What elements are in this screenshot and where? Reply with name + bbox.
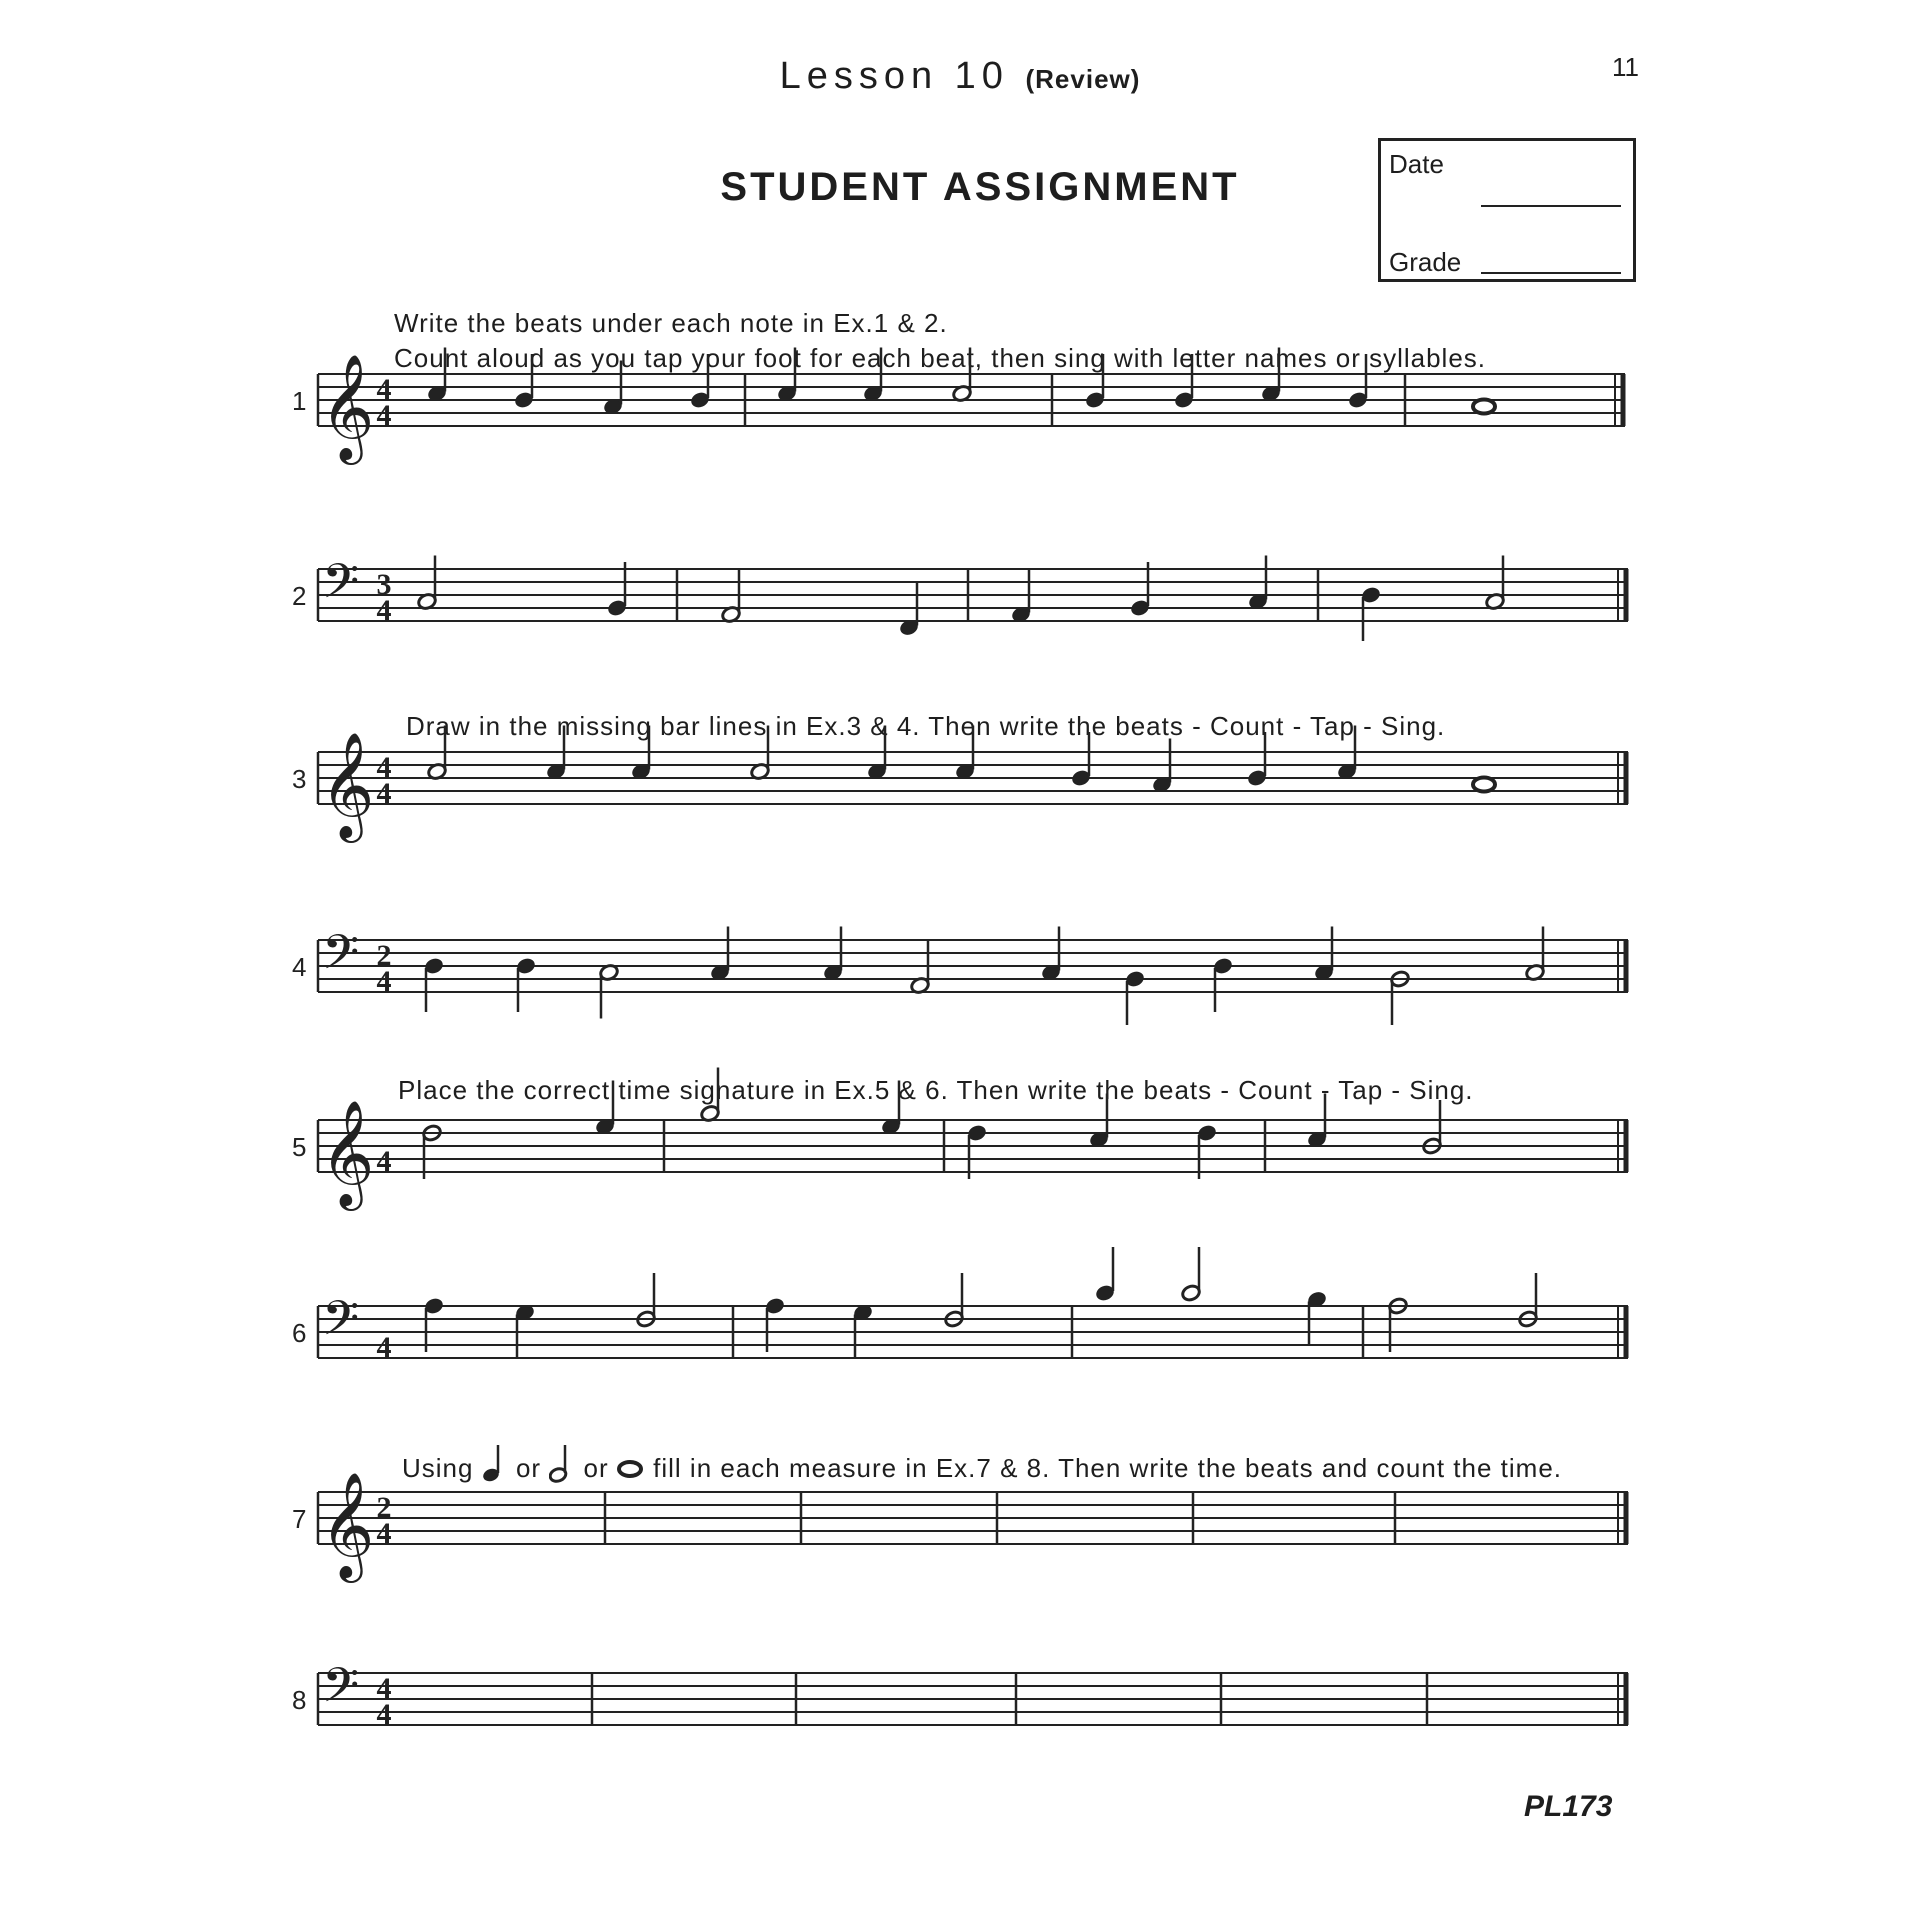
publication-code: PL173 [1524, 1790, 1613, 1823]
exercise-6-staff [292, 1247, 1628, 1364]
instruction-ex1-2-line1: Write the beats under each note in Ex.1 & 2. [394, 308, 948, 338]
time-signature-bottom: 4 [376, 1698, 392, 1731]
grade-label: Grade [1389, 247, 1462, 277]
time-signature-top: 4 [376, 751, 392, 784]
exercise-5-staff [292, 1068, 1628, 1212]
exercise-number: 8 [292, 1685, 307, 1715]
instruction-using: Using [402, 1453, 474, 1483]
exercise-1-staff [292, 348, 1625, 466]
lesson-review-tag: (Review) [1025, 64, 1141, 94]
bass-clef-icon: 𝄢 [322, 924, 360, 992]
page-title: STUDENT ASSIGNMENT [720, 165, 1240, 209]
whole-note [1473, 400, 1495, 414]
page-number: 11 [1612, 52, 1639, 82]
time-signature-bottom: 4 [376, 1145, 392, 1178]
exercise-number: 5 [292, 1132, 307, 1162]
exercise-8-staff [292, 1657, 1628, 1731]
treble-clef-icon: 𝄞 [320, 1099, 375, 1206]
exercise-number: 3 [292, 764, 307, 794]
time-signature-bottom: 4 [376, 399, 392, 432]
time-signature-top: 4 [376, 1672, 392, 1705]
instruction-or-1: or [515, 1453, 542, 1483]
time-signature-top: 4 [376, 373, 392, 406]
treble-clef-icon: 𝄞 [320, 1471, 375, 1578]
instruction-ex3-4: Draw in the missing bar lines in Ex.3 & 4. Then write the beats - Count - Tap - Sing. [406, 711, 1446, 741]
time-signature-bottom: 4 [376, 777, 392, 810]
instruction-ex1-2-line2: Count aloud as you tap your foot for each beat, then sing with letter names or syllables. [394, 343, 1487, 373]
bass-clef-icon: 𝄢 [322, 1657, 360, 1725]
date-label: Date [1389, 149, 1444, 179]
exercise-2-staff [292, 553, 1628, 641]
instruction-fill: fill in each measure in Ex.7 & 8. Then write the beats and count the time. [653, 1453, 1563, 1483]
time-signature-top: 3 [376, 568, 392, 601]
exercise-number: 4 [292, 952, 307, 982]
instruction-ex5-6: Place the correct time signature in Ex.5 & 6. Then write the beats - Count - Tap - Sing. [398, 1075, 1474, 1105]
whole-note [1473, 778, 1495, 792]
exercise-number: 6 [292, 1318, 307, 1348]
exercise-7-staff [292, 1471, 1628, 1583]
instruction-or-2: or [583, 1453, 609, 1483]
time-signature-bottom: 4 [376, 594, 392, 627]
exercise-number: 1 [292, 386, 307, 416]
time-signature-bottom: 4 [376, 1331, 392, 1364]
exercise-3-staff [292, 726, 1628, 844]
treble-clef-icon: 𝄞 [320, 353, 375, 460]
time-signature-top: 2 [376, 939, 392, 972]
treble-clef-icon: 𝄞 [320, 731, 375, 838]
exercise-number: 2 [292, 581, 307, 611]
time-signature-top: 2 [376, 1491, 392, 1524]
bass-clef-icon: 𝄢 [322, 1290, 360, 1358]
bass-clef-icon: 𝄢 [322, 553, 360, 621]
time-signature-bottom: 4 [376, 1517, 392, 1550]
time-signature-bottom: 4 [376, 965, 392, 998]
exercise-number: 7 [292, 1504, 307, 1534]
lesson-title: Lesson 10 [779, 55, 1009, 97]
exercise-4-staff [292, 924, 1628, 1025]
